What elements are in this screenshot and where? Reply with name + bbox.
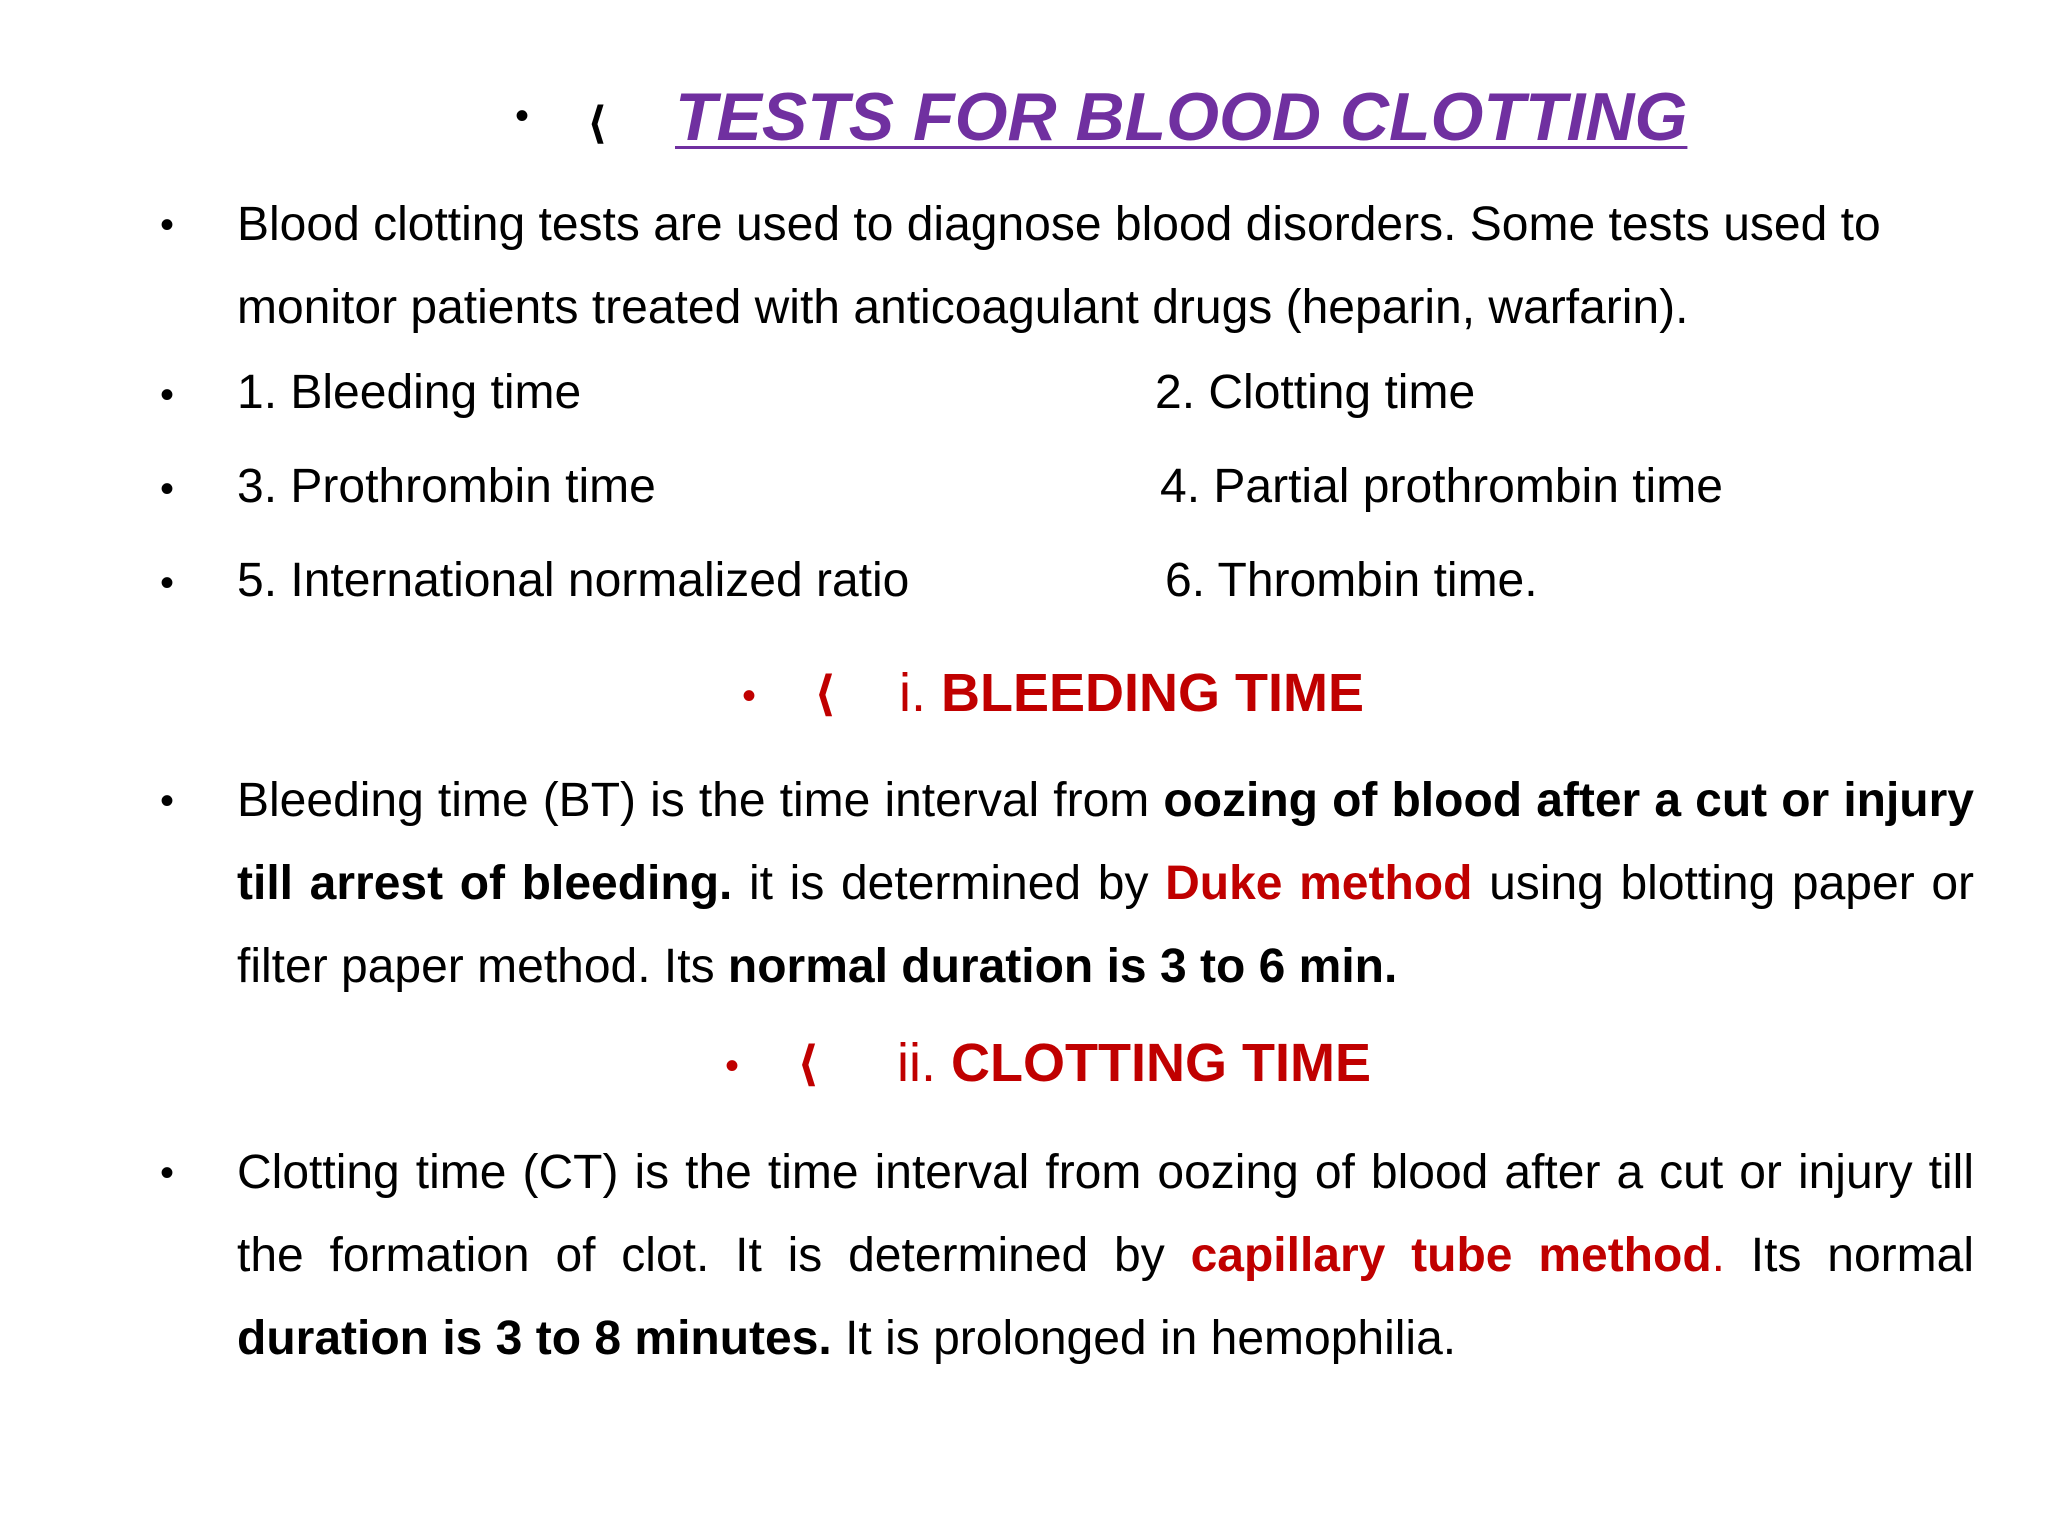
text-run: Its normal	[1724, 1229, 1975, 1282]
angle-bracket-icon: ⟨	[797, 1038, 819, 1091]
heading-title: CLOTTING TIME	[951, 1033, 1371, 1093]
clotting-time-paragraph	[237, 1131, 1974, 1380]
text-run: it is determined by	[732, 857, 1166, 910]
text-run-red: .	[1711, 1229, 1725, 1282]
bullet-icon: •	[160, 467, 175, 511]
list-item-left: 3. Prothrombin time	[237, 460, 656, 513]
bullet-icon: •	[160, 203, 175, 247]
text-run-bold: oozing of blood after a cut or injury till arrest of bleeding.	[237, 774, 1975, 910]
heading-text	[899, 662, 1364, 724]
list-item-left: 5. International normalized ratio	[237, 554, 910, 607]
bullet-icon: •	[742, 674, 757, 718]
heading-text	[897, 1032, 1371, 1094]
bullet-icon: •	[160, 1151, 175, 1195]
heading-title: BLEEDING TIME	[941, 663, 1365, 723]
heading-prefix: i.	[899, 663, 926, 723]
bullet-icon: •	[160, 561, 175, 605]
text-run: Clotting time (CT) is the time interval from oozing of blood after a cut or injury till the formation of clot. It is determined by	[237, 1146, 1974, 1282]
bullet-icon: •	[725, 1044, 740, 1088]
list-item-right: 4. Partial prothrombin time	[1160, 460, 1723, 513]
capillary-tube-method-label: capillary tube method	[1190, 1229, 1712, 1282]
title-text: TESTS FOR BLOOD CLOTTING	[675, 79, 1688, 155]
list-item-right: 6. Thrombin time.	[1165, 554, 1538, 607]
normal-duration-label: duration is 3 to 8 minutes.	[237, 1312, 832, 1365]
text-run: Bleeding time (BT) is the time interval from	[237, 774, 1164, 827]
list-item-right: 2. Clotting time	[1155, 366, 1476, 419]
bullet-icon: •	[515, 94, 530, 138]
angle-bracket-icon: ⟨	[814, 668, 836, 721]
angle-bracket-icon: ⟨	[587, 99, 608, 148]
text-run: It is prolonged in hemophilia.	[831, 1312, 1457, 1365]
list-item-left: 1. Bleeding time	[237, 366, 582, 419]
normal-duration-label: normal duration is 3 to 6 min.	[727, 940, 1398, 993]
heading-prefix: ii.	[897, 1033, 936, 1093]
text-run: using blotting paper or filter paper method. Its	[237, 857, 1974, 993]
bullet-icon: •	[160, 373, 175, 417]
bullet-icon: •	[160, 779, 175, 823]
duke-method-label: Duke method	[1165, 857, 1473, 910]
bleeding-time-paragraph	[237, 759, 1974, 1008]
intro-paragraph: Blood clotting tests are used to diagnose blood disorders. Some tests used to monitor patients treated with anticoagulant drugs (heparin, warfarin).	[237, 198, 1881, 334]
